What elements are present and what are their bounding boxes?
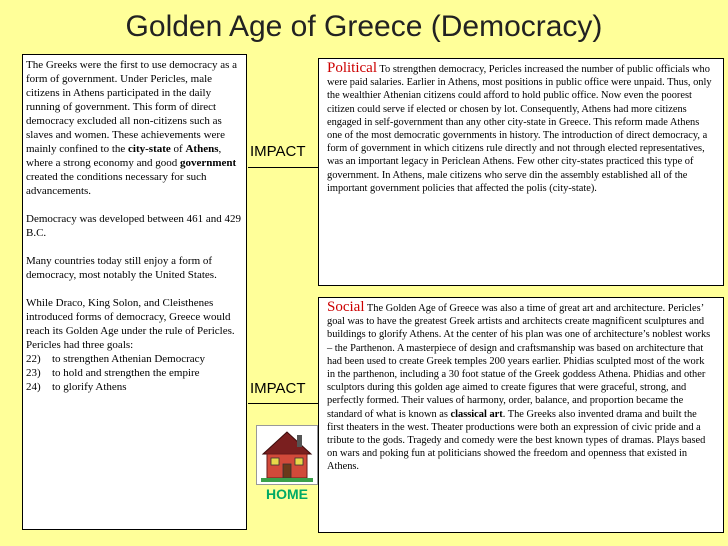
pericles-goals-list <box>26 352 243 394</box>
goal-text: to glorify Athens <box>52 381 127 393</box>
list-item <box>26 380 243 394</box>
house-icon <box>257 426 317 484</box>
page-title: Golden Age of Greece (Democracy) <box>125 10 603 43</box>
impact-label-political: IMPACT <box>250 143 306 160</box>
athens-term: Athens <box>185 143 219 155</box>
social-text: The Golden Age of Greece was also a time of great art and architecture. Pericles’ goal was to have the greatest Greek artists and architects create magnificent sculptures and buildings to glorify Athens. At the center of his plan was one of architecture’s noblest works – the Parthenon. A masterpiece of design and craftsmanship was based on architecture that had been used to create Greek temples 200 years earlier. Phidias sculpted most of the work in the parthenon, including a 30 foot statue of the Greek goddess Athena. Phidias and other sculptors during this golden age aimed to create figures that were graceful, strong, and perfectly formed. Their values of harmony, order, balance, and proportion became the standard of what is known as <box>327 303 711 420</box>
political-text: To strengthen democracy, Pericles increased the number of public officials who were paid salaries. Earlier in Athens, most positions in public office were unpaid. Thus, only the wealthier Athenian citizens could afford to hold public office. Now even the poorest citizen could serve if elected or chosen by lot. Consequently, Athens had more citizens engaged in self-government than any other city-state in Greece. This reform made Athens one of the most democratic governments in history. The introduction of direct democracy, a form of government in which citizens rule directly and not through elected representatives, was an important legacy in Periclean Athens. Few other city-states practiced this type of government. In Athens, male citizens who serve din the assembly established all of the important government policies that affected the polis (city-state). <box>327 64 712 194</box>
social-text-cont: . The Greeks also invented drama and built the first theaters in the west. Theater productions were both an expression of civic pride and a tribute to the gods. Tragedy and comedy were the best known types of dramas. Plays based on wars and poking fun at politicians showed the freedom and openness that existed in Athens. <box>327 408 706 473</box>
overview-text-end: created the conditions necessary for such advancements. <box>26 171 207 197</box>
pericles-paragraph: While Draco, King Solon, and Cleisthenes introduced forms of democracy, Greece would reach its Golden Age under the rule of Pericles. Pericles had three goals: <box>26 297 235 351</box>
home-link[interactable]: HOME <box>266 486 308 502</box>
social-impact-box <box>318 297 724 533</box>
city-state-term: city-state <box>128 143 171 155</box>
overview-text: The Greeks were the first to use democracy as a form of government. Under Pericles, male citizens in Athens participated in the daily running of government. This form of direct democracy excluded all non-citizens such as slaves and women. These achievements were mainly confined to the <box>26 59 238 155</box>
political-heading: Political <box>327 60 377 76</box>
dates-paragraph: Democracy was developed between 461 and 429 B.C. <box>26 213 242 239</box>
classical-art-term: classical art <box>450 408 503 420</box>
overview-paragraph <box>26 58 243 198</box>
democracy-overview-box <box>22 54 247 530</box>
modern-democracy-paragraph: Many countries today still enjoy a form of democracy, most notably the United States. <box>26 255 217 281</box>
goal-number: 23) <box>26 367 41 379</box>
connector-line-political <box>248 167 318 168</box>
connector-line-social <box>248 403 318 404</box>
list-item <box>26 366 243 380</box>
overview-text-of: of <box>170 143 186 155</box>
goal-number: 22) <box>26 353 41 365</box>
overview-text-cont: , where a strong economy and good <box>26 143 222 169</box>
goal-text: to strengthen Athenian Democracy <box>52 353 206 365</box>
government-term: government <box>179 157 237 169</box>
goal-number: 24) <box>26 381 41 393</box>
list-item <box>26 352 243 366</box>
political-impact-box <box>318 58 724 286</box>
goal-text: to hold and strengthen the empire <box>52 367 200 379</box>
social-heading: Social <box>327 299 365 315</box>
home-button[interactable] <box>256 425 318 485</box>
impact-label-social: IMPACT <box>250 380 306 397</box>
